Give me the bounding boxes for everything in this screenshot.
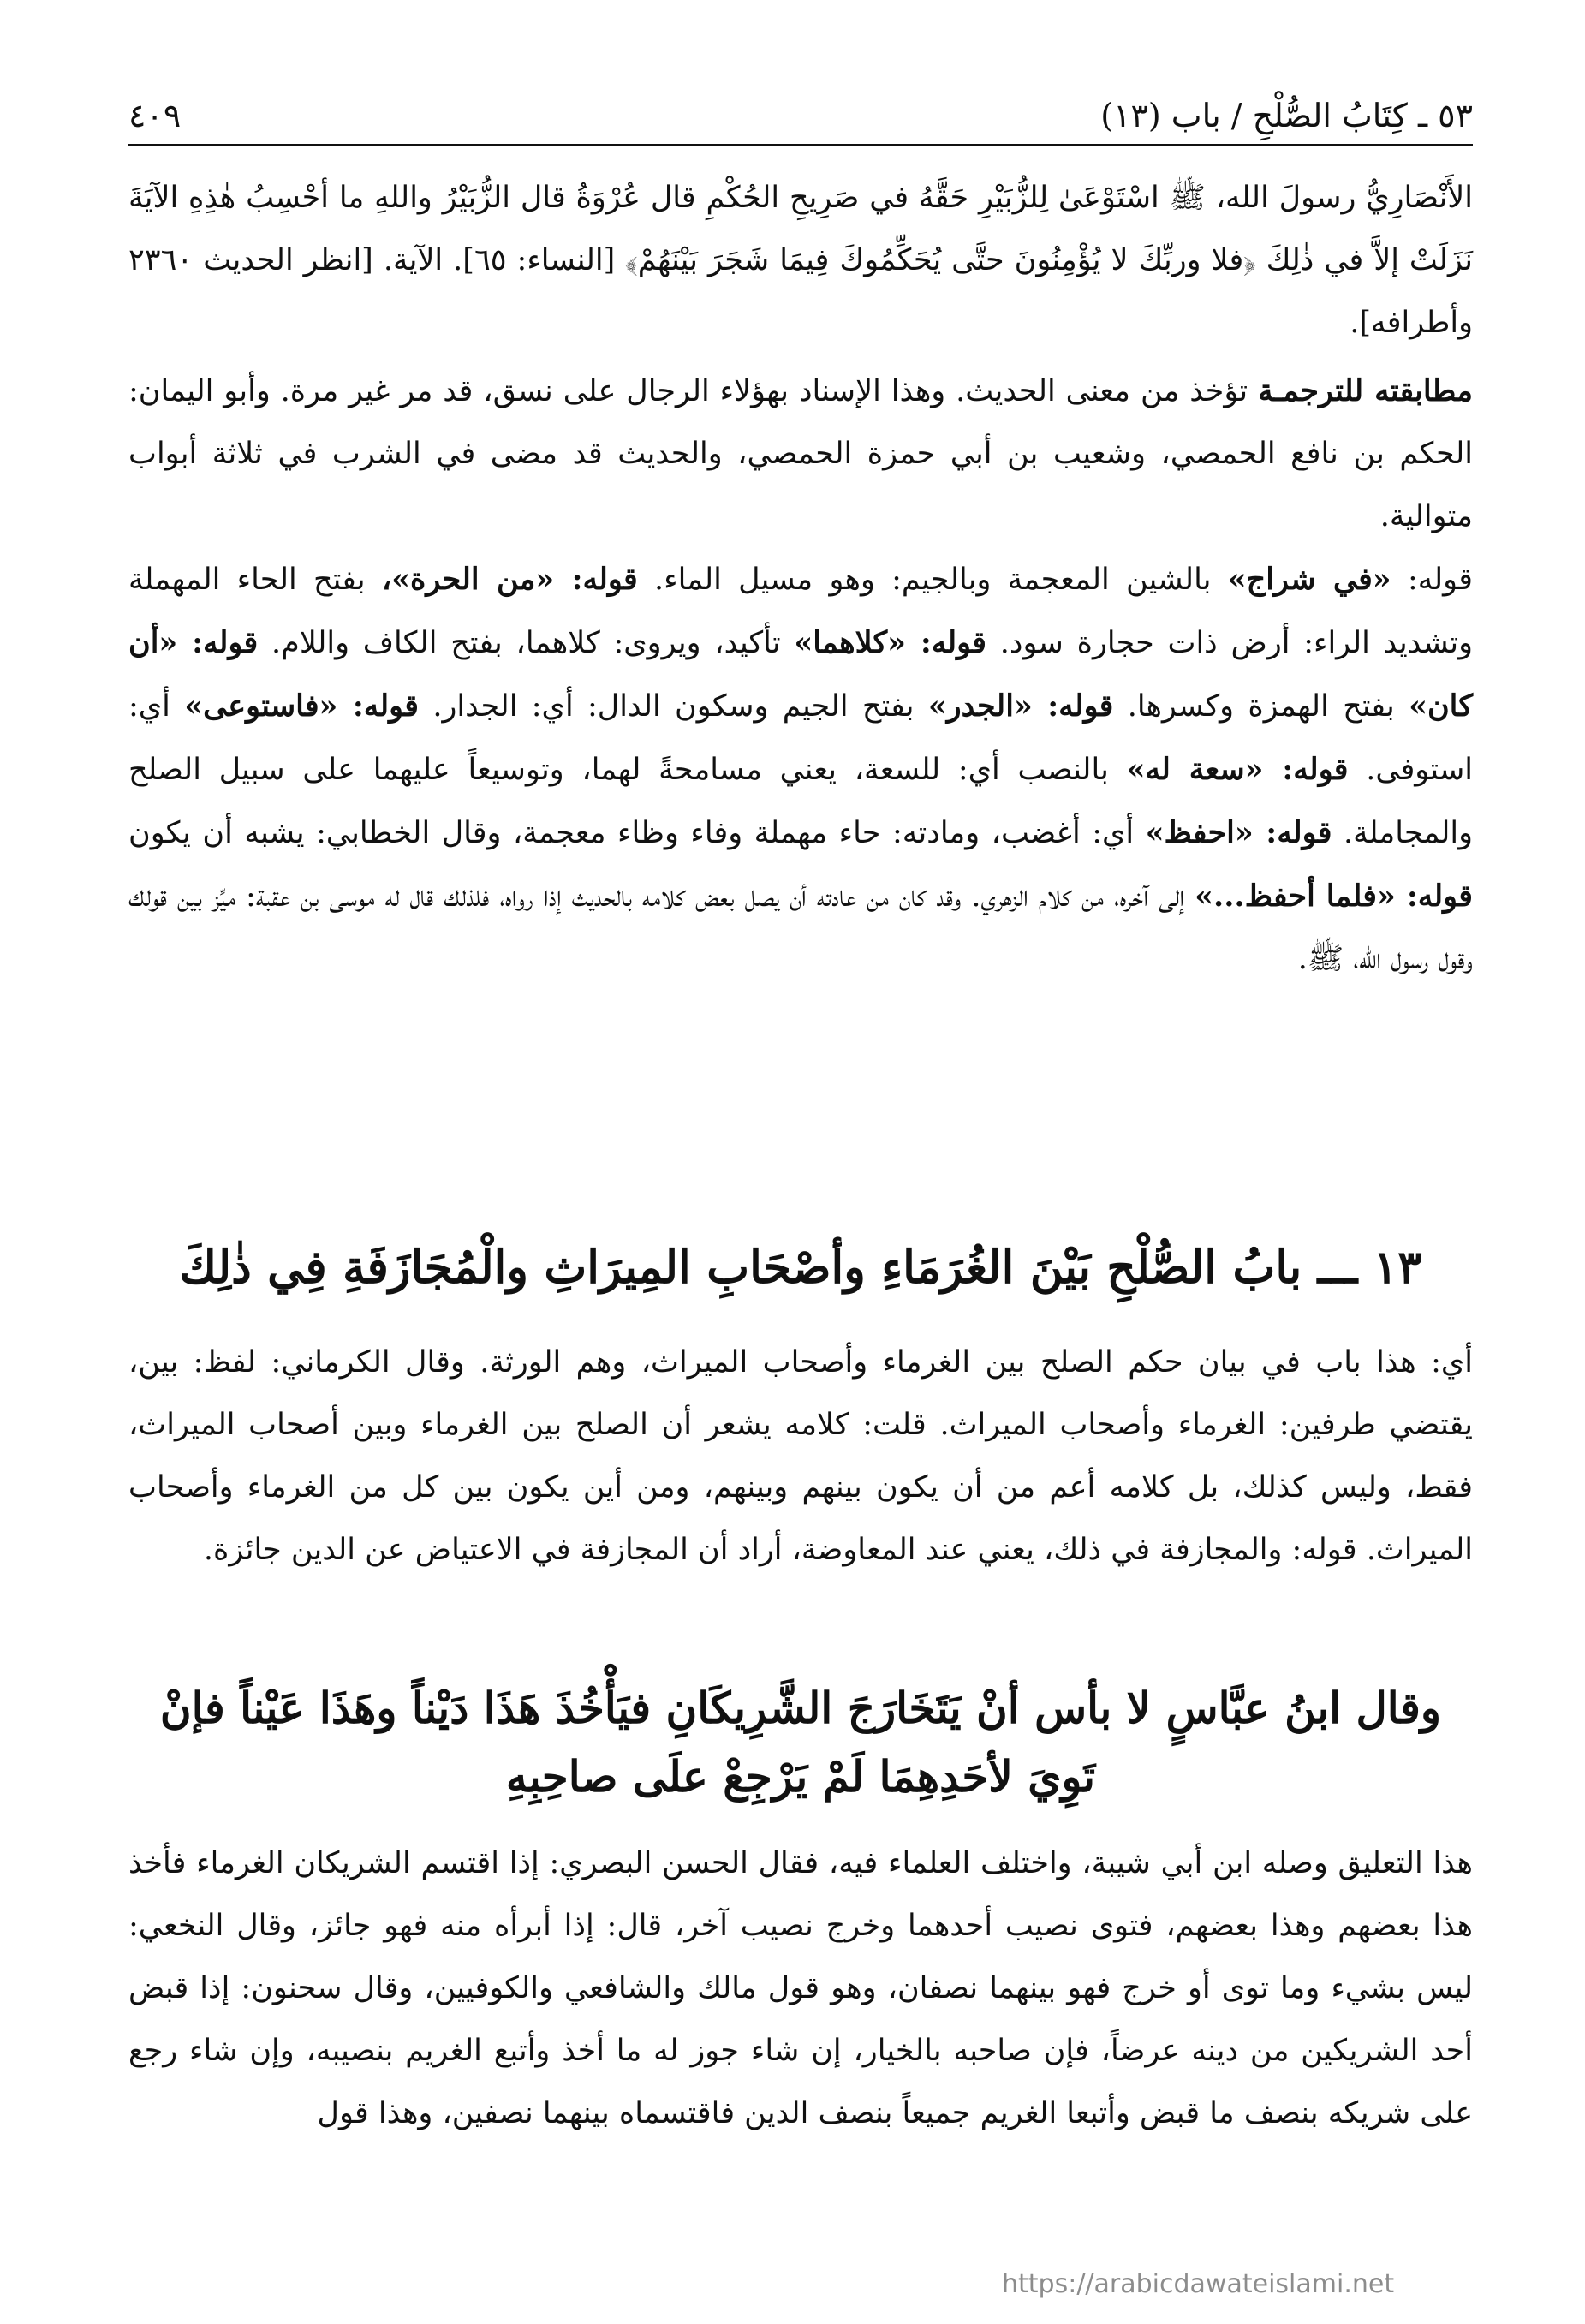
text-run: بالنصب أي: للسعة، يعني مسامحةً لهما، وتوسيعاً عليهما على سبيل الصلح والمجاملة.: [128, 753, 1473, 850]
text-run: بالشين المعجمة وبالجيم: وهو مسيل الماء.: [637, 563, 1228, 597]
hadith-text: الأَنْصَارِيُّ رسولَ الله، ﷺ اسْتَوْعَىٰ لِلزُّبَيْرِ حَقَّهُ في صَرِيحِ الحُكْمِ قال عُرْوَةُ قال الزُّبَيْرُ واللهِ ما أحْسِبُ هٰذِهِ الآيَةَ نَزَلَتْ إلاَّ في ذٰلِكَ ﴿فلا وربِّكَ لا يُؤْمِنُونَ حتَّى يُحَكِّمُوكَ فِيمَا شَجَرَ بَيْنَهُمْ﴾ [النساء: ٦٥]. الآية. [انظر الحديث ٢٣٦٠ وأطرافه].: [128, 181, 1474, 340]
running-title: ٥٣ ـ كِتَابُ الصُّلْحِ / باب (١٣): [1100, 97, 1473, 134]
page-number: ٤٠٩: [128, 97, 182, 134]
quoted-term: «فلما أحفظ...»: [1195, 879, 1407, 914]
text-run: قوله:: [1391, 563, 1473, 597]
commentary-paragraph: [128, 360, 1473, 548]
quoted-term: «من الحرة»،: [381, 562, 572, 597]
quoted-term: «فاستوعى»: [184, 688, 353, 724]
qawluhu-keyword: قوله:: [1047, 688, 1114, 724]
qawluhu-keyword: قوله:: [1266, 815, 1332, 850]
chapter-13-heading: ١٣ ـــ بابُ الصُّلْحِ بَيْنَ الغُرَمَاءِ وأصْحَابِ المِيرَاثِ والْمُجَازَفَةِ فِي ذٰلِكَ: [179, 1241, 1422, 1294]
qawluhu-keyword: قوله:: [920, 625, 986, 660]
quoted-term: «في شراج»: [1227, 562, 1391, 597]
header-divider: [128, 144, 1473, 146]
text-run: بفتح الهمزة وكسرها.: [1113, 689, 1409, 724]
text-run: أي: أغضب، ومادته: حاء مهملة وفاء وظاء معجمة، وقال الخطابي: يشبه أن يكون: [128, 816, 1146, 850]
quoted-term: «أن كان»: [128, 625, 1473, 724]
quoted-term: «احفظ»: [1145, 815, 1266, 850]
qawluhu-keyword: قوله:: [352, 688, 419, 724]
text-run: أي: استوفى.: [128, 689, 1473, 787]
text-run: بفتح الجيم وسكون الدال: أي: الجدار.: [418, 689, 928, 724]
qawluhu-keyword: قوله:: [1282, 752, 1349, 787]
qawluhu-keyword: قوله:: [1406, 879, 1473, 914]
book-page: [128, 0, 1473, 2324]
qawluhu-keyword: قوله:: [192, 625, 259, 660]
watermark-url: https://arabicdawateislami.net: [1002, 2269, 1395, 2299]
commentary-label: مطابقته للترجمـة: [1258, 373, 1474, 408]
commentary-text: تؤخذ من معنى الحديث. وهذا الإسناد بهؤلاء الرجال على نسق، قد مر غير مرة. وأبو اليمان: الحكم بن نافع الحمصي، وشعيب بن أبي حمزة الحمصي، والحديث قد مضى في الشرب في ثلاثة أبواب متوالية.: [128, 374, 1473, 533]
ibn-abbas-heading: وقال ابنُ عبَّاسٍ لا بأس أنْ يَتَخَارَجَ الشَّرِيكَانِ فيَأْخُذَ هَذَا دَيْناً وهَذَا عَيْناً فإنْ تَوِيَ لأحَدِهِمَا لَمْ يَرْجِعْ علَى صاحِبِهِ: [159, 1683, 1442, 1802]
text-run: بفتح الحاء المهملة وتشديد الراء: أرض ذات حجارة سود.: [128, 563, 1473, 660]
quoted-term: «الجدر»: [927, 688, 1048, 724]
chapter-13-explanation: أي: هذا باب في بيان حكم الصلح بين الغرماء وأصحاب الميراث، وهم الورثة. وقال الكرماني: لفظ: بين، يقتضي طرفين: الغرماء وأصحاب الميراث. قلت: كلامه يشعر أن الصلح بين الغرماء وبين أصحاب الميراث، فقط، وليس كذلك، بل كلامه أعم من أن يكون بينهم وبينهم، ومن أين يكون بين كل من الغرماء وأصحاب الميراث. قوله: والمجازفة في ذلك، يعني عند المعاوضة، أراد أن المجازفة في الاعتياض عن الدين جائزة.: [128, 1345, 1473, 1567]
text-run: إلى آخره، من كلام الزهري. وقد كان من عادته أن يصل بعض كلامه بالحديث إذا رواه، فلذلك قال له موسى بن عقبة: ميِّز بين قولك وقول رسول الله، ﷺ.: [128, 879, 1473, 976]
quoted-term: «كلاهما»: [794, 625, 921, 660]
word-explanation-paragraph: [128, 548, 1473, 991]
page-header: [128, 90, 1473, 141]
text-run: تأكيد، ويروى: كلاهما، بفتح الكاف واللام.: [258, 626, 795, 660]
qawluhu-keyword: قوله:: [571, 562, 638, 597]
quoted-term: «سعة له»: [1126, 752, 1283, 787]
ibn-abbas-commentary: هذا التعليق وصله ابن أبي شيبة، واختلف العلماء فيه، فقال الحسن البصري: إذا اقتسم الشريكان الغرماء فأخذ هذا بعضهم وهذا بعضهم، فتوى نصيب أحدهما وخرج نصيب آخر، قال: إذا أبرأه منه فهو جائز، وقال النخعي: ليس بشيء وما توى أو خرج فهو بينهما نصفان، وهو قول مالك والشافعي والكوفيين، وقال سحنون: إذا قبض أحد الشريكين من دينه عرضاً، فإن صاحبه بالخيار، إن شاء جوز له ما أخذ وأتبع الغريم بنصيبه، وإن شاء رجع على شريكه بنصف ما قبض وأتبعا الغريم جميعاً بنصف الدين فاقتسماه بينهما نصفين، وهذا قول: [128, 1846, 1473, 2130]
